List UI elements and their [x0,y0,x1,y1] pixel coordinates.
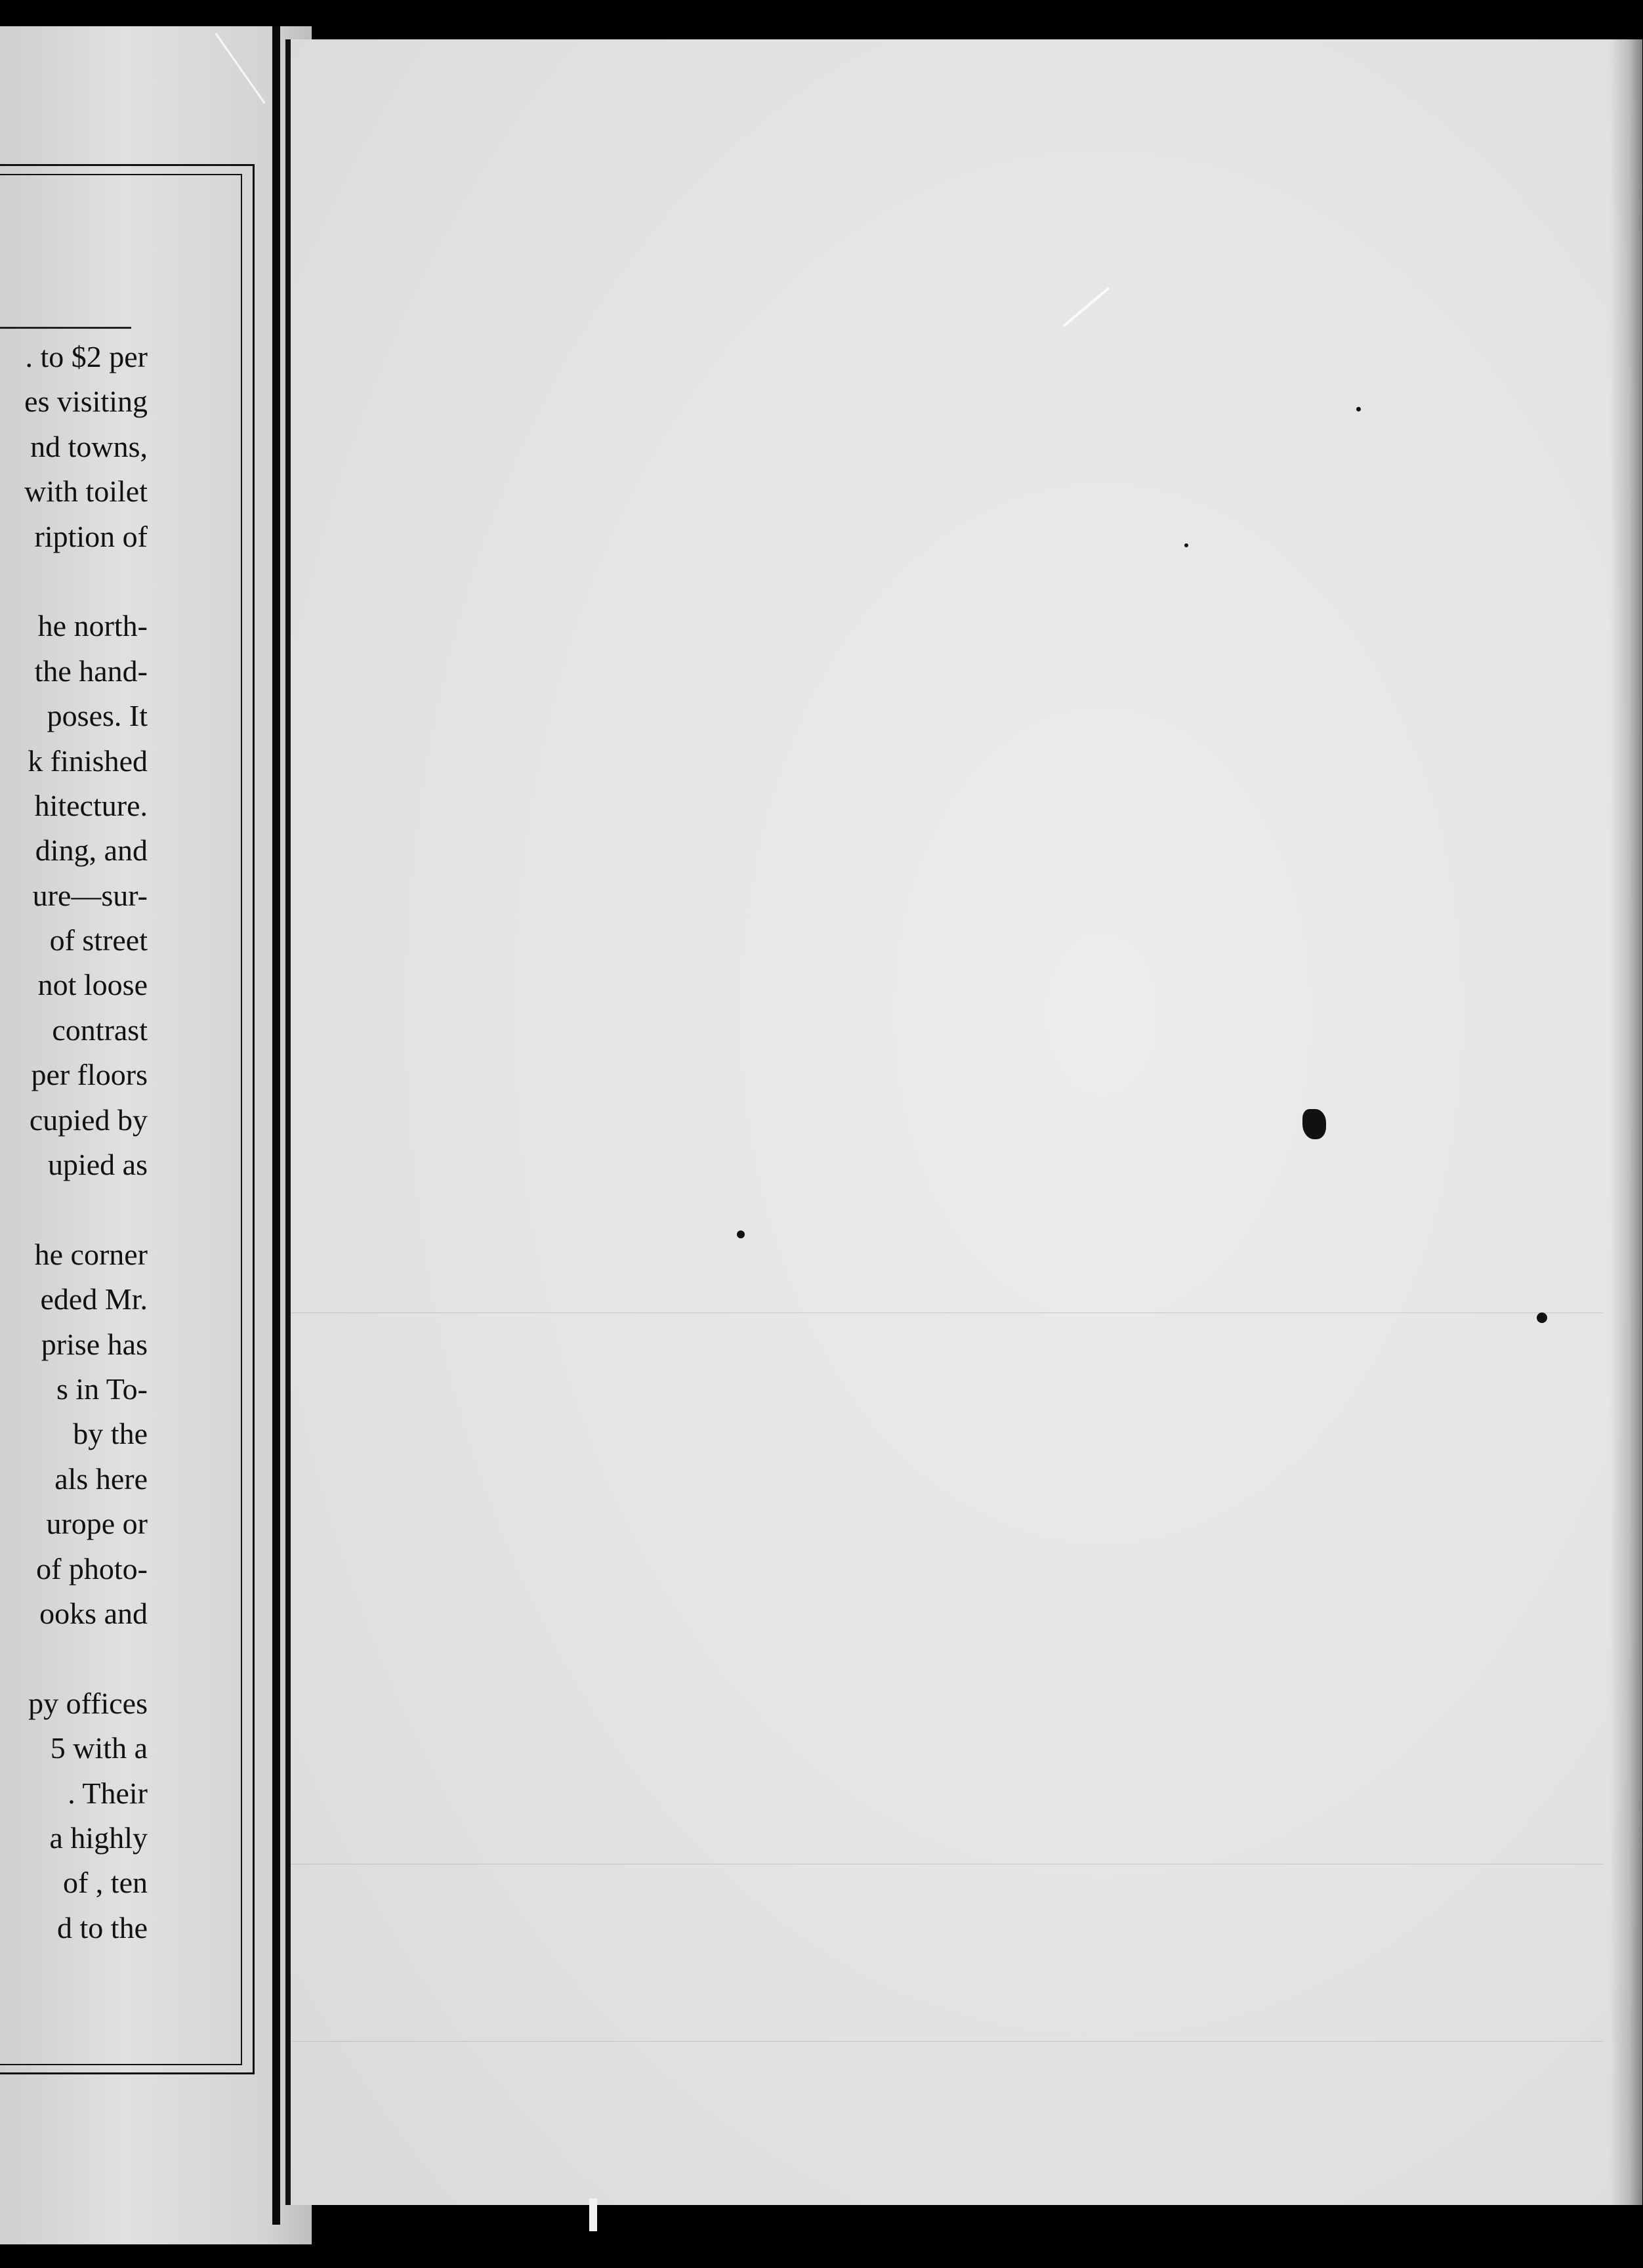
text-line: cupied by [29,1102,148,1137]
text-line: per floors [31,1058,148,1092]
text-line: k finished [28,744,148,778]
ink-speck [1184,543,1188,547]
text-line: . Their [68,1776,148,1810]
text-line: of , ten [62,1866,148,1900]
header-rule [0,327,131,329]
text-line: es visiting [24,385,148,419]
book-gutter [272,26,280,2225]
text-line: 5 with a [50,1731,148,1765]
text-line: prise has [41,1327,148,1361]
text-line: py offices [28,1686,148,1720]
text-line: with toilet [24,474,148,509]
ink-speck [1537,1312,1547,1323]
page-edge-shadow [1610,39,1642,2205]
text-line: contrast [52,1013,148,1047]
text-line: ription of [34,519,148,553]
scan-line [291,2041,1603,2042]
film-scratch [589,2198,597,2231]
text-line [0,1636,148,1681]
text-line: he north- [37,609,148,643]
text-line [0,1187,148,1232]
text-line: he corner [34,1237,148,1271]
right-page-blank [285,39,1642,2205]
text-line: eded Mr. [40,1282,148,1316]
text-line: d to the [57,1910,148,1944]
text-line: nd towns, [30,429,148,463]
left-page-text-column [0,335,148,1950]
text-line: of street [49,923,148,957]
ink-blot [1302,1109,1326,1139]
text-line: poses. It [47,699,148,733]
text-line: by the [73,1417,148,1451]
text-line: als here [54,1461,148,1496]
scan-line [291,1312,1603,1313]
text-line [0,559,148,604]
text-line: a highly [49,1820,148,1855]
text-line: s in To- [56,1372,148,1406]
text-line: hitecture. [34,788,148,822]
text-line: of photo- [36,1551,148,1586]
text-line: the hand- [34,654,148,688]
ink-speck [1356,407,1361,411]
text-line: ure—sur- [32,878,148,912]
text-line: ooks and [39,1596,148,1630]
ink-speck [737,1230,745,1238]
text-line: upied as [47,1148,148,1182]
text-line: . to $2 per [25,340,148,373]
text-line: ding, and [35,833,148,868]
text-line: urope or [46,1507,148,1541]
text-line: not loose [37,968,148,1002]
